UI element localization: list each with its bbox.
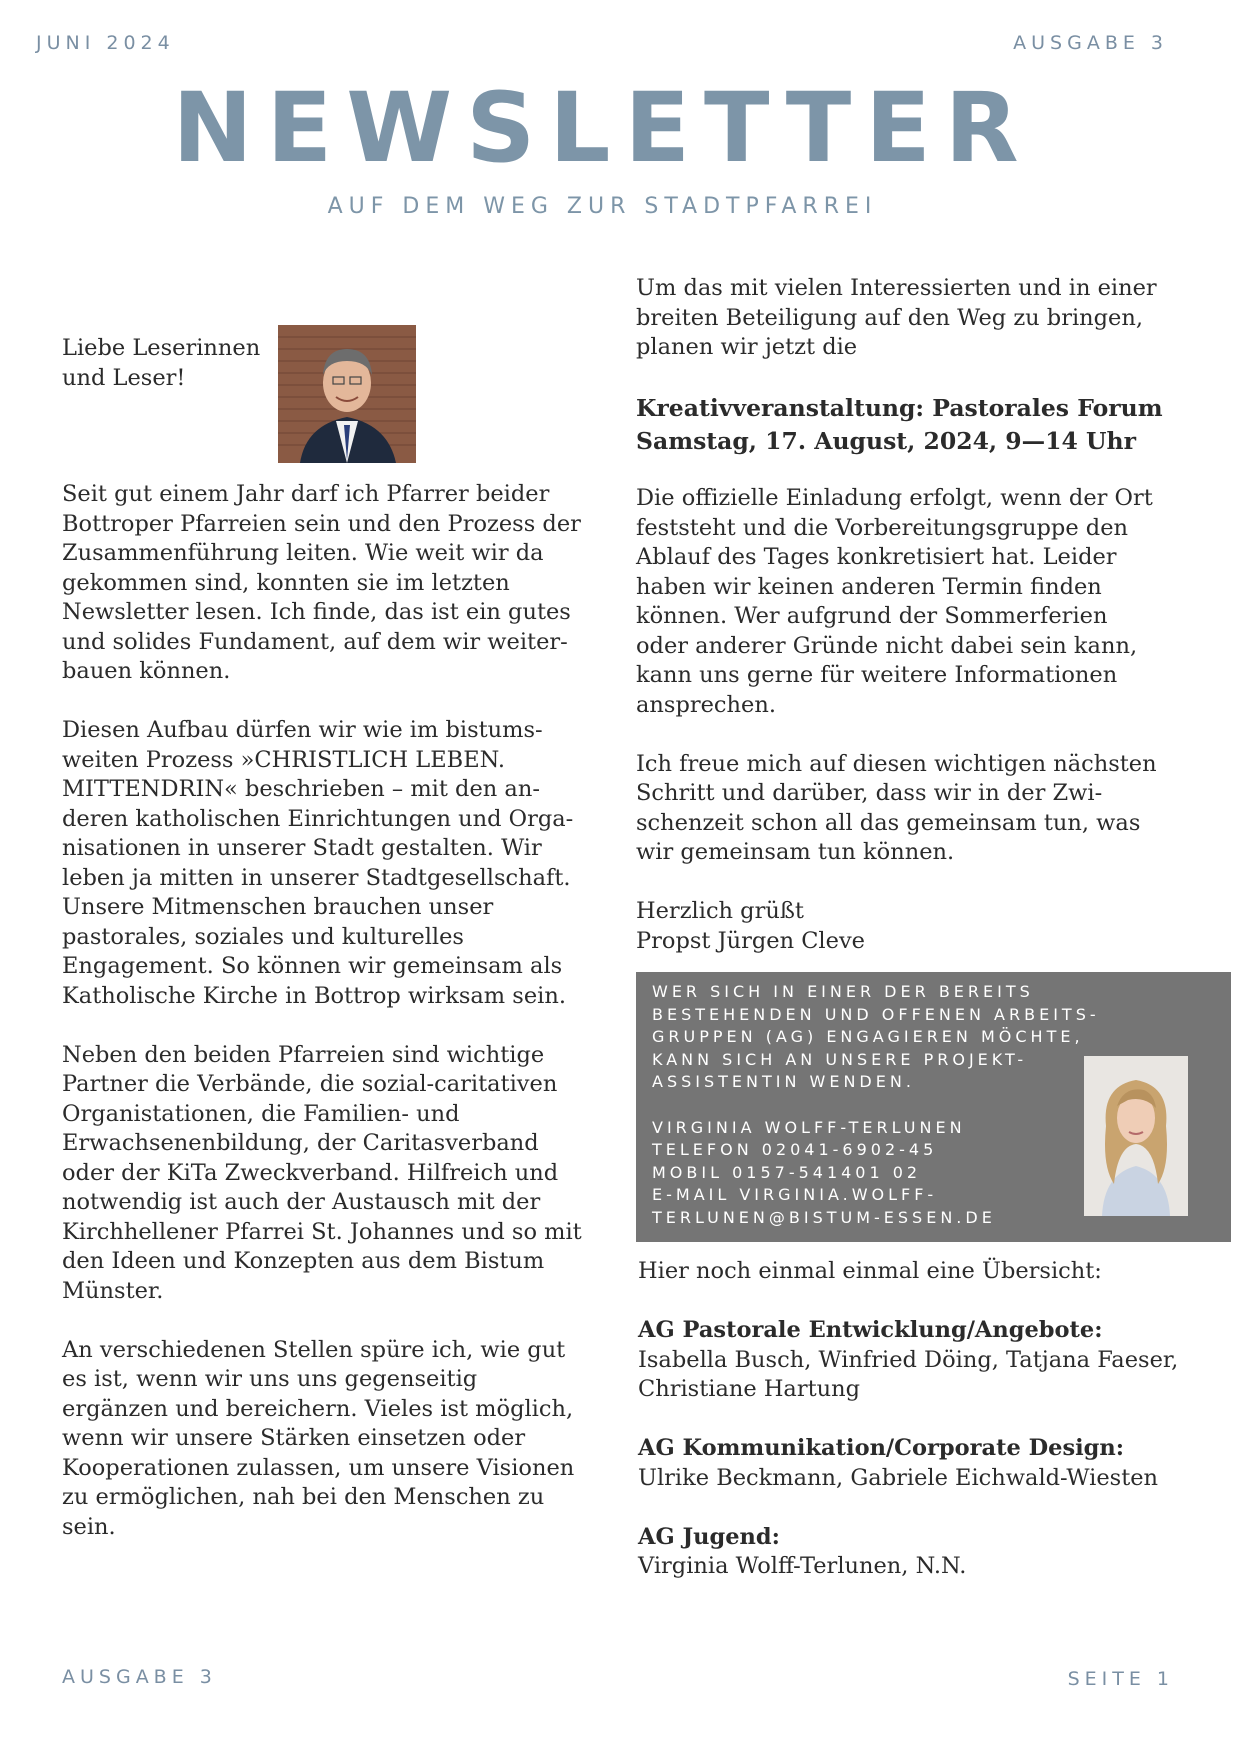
contact-mobile: MOBIL 0157-541401 02 xyxy=(652,1162,922,1182)
group-title: AG Jugend: xyxy=(638,1523,780,1550)
paragraph: Neben den beiden Pfarreien sind wichtige Partner die Verbände, die sozial-caritativen Organistationen, die Familien- und Erwachsenenbildung, der Caritasverband oder der KiTa Zweckverband. Hilfreich und notwendig ist auch der Austausch mit der Kirchhellener Pfarrei St. Johannes und so mit den Ideen und Konzepten aus dem Bistum Münster. xyxy=(62,1041,582,1304)
contact-name: VIRGINIA WOLFF-TERLUNEN xyxy=(652,1117,966,1137)
contact-line: BESTEHENDEN UND OFFENEN ARBEITS- xyxy=(652,1004,1100,1024)
group-title: AG Pastorale Entwicklung/Angebote: xyxy=(638,1317,1103,1343)
footer-issue: AUSGABE 3 xyxy=(62,1666,217,1688)
event-date: Samstag, 17. August, 2024, 9—14 Uhr xyxy=(636,427,1136,455)
contact-box xyxy=(636,972,1231,1242)
group-members: Virginia Wolff-Terlunen, N.N. xyxy=(638,1553,967,1579)
paragraph: Um das mit vielen Interessierten und in einer breiten Beteiligung auf den Weg zu bringen, planen wir jetzt die xyxy=(636,275,1157,360)
working-groups-overview xyxy=(638,1257,1198,1611)
contact-line: WER SICH IN EINER DER BEREITS xyxy=(652,982,1034,1001)
signature: Propst Jürgen Cleve xyxy=(636,927,865,954)
group-members: Ulrike Beckmann, Gabriele Eichwald-Wiesten xyxy=(638,1464,1159,1491)
event-title: Kreativveranstaltung: Pastorales Forum xyxy=(636,394,1163,422)
assistant-portrait xyxy=(1084,1056,1188,1216)
working-group xyxy=(638,1523,1198,1582)
contact-email-continued: TERLUNEN@BISTUM-ESSEN.DE xyxy=(652,1207,996,1227)
working-group xyxy=(638,1434,1198,1493)
paragraph: Ich freue mich auf diesen wichtigen nächsten Schritt und darüber, dass wir in der Zwi-schenzeit schon all das gemeinsam tun, was wir gemeinsam tun können. xyxy=(636,750,1157,865)
contact-line: KANN SICH AN UNSERE PROJEKT- xyxy=(652,1049,1028,1069)
paragraph: Diesen Aufbau dürfen wir wie im bistums-weiten Prozess »CHRISTLICH LEBEN. MITTENDRIN« beschrieben – mit den an-deren katholischen Einrichtungen und Orga-nisationen in unserer Stadt gestalten. Wir leben ja mitten in unserer Stadtgesellschaft. Unsere Mitmenschen brauchen unser pastorales, soziales und kulturelles Engagement. So können wir gemeinsam als Katholische Kirche in Bottrop wirksam sein. xyxy=(62,717,574,1009)
contact-line: GRUPPEN (AG) ENGAGIEREN MÖCHTE, xyxy=(652,1027,1084,1047)
greeting xyxy=(62,333,262,393)
issue-number: AUSGABE 3 xyxy=(1013,32,1168,54)
working-group xyxy=(638,1316,1198,1405)
overview-intro: Hier noch einmal einmal eine Übersicht: xyxy=(638,1258,1102,1284)
greeting-line-2: und Leser! xyxy=(62,365,186,391)
newsletter-title: NEWSLETTER xyxy=(172,72,1033,184)
event-announcement xyxy=(636,392,1166,458)
group-title: AG Kommunikation/Corporate Design: xyxy=(638,1435,1125,1461)
contact-phone: TELEFON 02041-6902-45 xyxy=(652,1140,938,1160)
greeting-line-1: Liebe Leserinnen xyxy=(62,335,261,361)
paragraph: An verschiedenen Stellen spüre ich, wie gut es ist, wenn wir uns uns gegenseitig ergänzen und bereichern. Vieles ist möglich, wenn wir unsere Stärken einsetzen oder Kooperationen zulassen, um unsere Visionen zu ermöglichen, nah bei den Menschen zu sein. xyxy=(62,1336,575,1540)
pastor-portrait xyxy=(278,325,416,463)
right-column-body xyxy=(636,274,1166,956)
left-column-body xyxy=(62,480,587,1572)
paragraph: Seit gut einem Jahr darf ich Pfarrer beider Bottroper Pfarreien sein und den Prozess der Zusammenführung leiten. Wie weit wir da gekommen sind, konnten sie im letzten Newsletter lesen. Ich finde, das ist ein gutes und solides Fundament, auf dem wir weiter-bauen können. xyxy=(62,481,581,684)
newsletter-subtitle: AUF DEM WEG ZUR STADTPFARREI xyxy=(327,194,878,219)
paragraph: Die offizielle Einladung erfolgt, wenn der Ort feststeht und die Vorbereitungsgruppe den Ablauf des Tages konkretisiert hat. Leider haben wir keinen anderen Termin finden können. Wer aufgrund der Sommerferien oder anderer Gründe nicht dabei sein kann, kann uns gerne für weitere Informationen ansprechen. xyxy=(636,485,1153,718)
issue-date: JUNI 2024 xyxy=(36,32,175,54)
contact-email: E-MAIL VIRGINIA.WOLFF- xyxy=(652,1185,938,1205)
contact-text xyxy=(652,981,1132,1230)
contact-line: ASSISTENTIN WENDEN. xyxy=(652,1072,915,1092)
group-members: Isabella Busch, Winfried Döing, Tatjana Faeser, Christiane Hartung xyxy=(638,1346,1179,1402)
page-number: SEITE 1 xyxy=(1067,1668,1174,1690)
closing: Herzlich grüßt xyxy=(636,898,804,924)
